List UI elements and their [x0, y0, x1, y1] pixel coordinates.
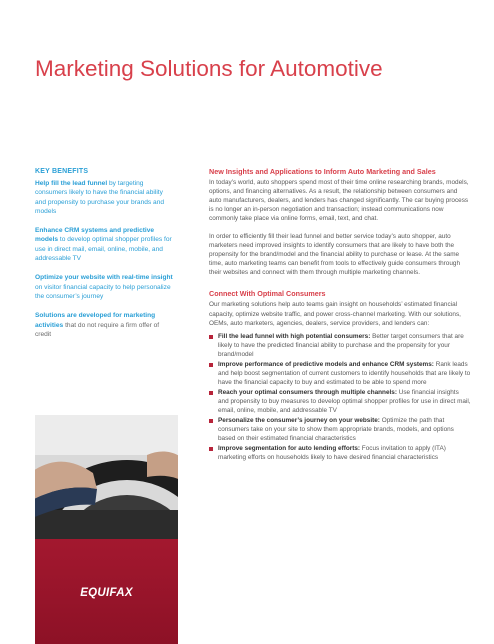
- paragraph: Our marketing solutions help auto teams gain insight on households’ estimated financial capacity, optimize website traffic, and power cross-channel marketing. With our solutions, OEMs, auto marketers, agencies, dealers, service providers, and lenders can:: [209, 301, 461, 327]
- bullet-bold: Improve segmentation for auto lending efforts:: [218, 445, 361, 453]
- bullet-text: Focus invitation to apply (ITA) marketing efforts on households likely to have desired financial characteristics: [218, 445, 446, 462]
- bullet-bold: Personalize the consumer’s journey on your website:: [218, 417, 380, 425]
- equifax-logo: EQUIFAX: [80, 587, 133, 599]
- bullet-bold: Reach your optimal consumers through multiple channels:: [218, 388, 397, 396]
- bullet-text: Use financial insights and propensity to buy measures to develop optimal shopper profiles for use in direct mail, email, online, mobile, and addressable TV: [218, 388, 471, 414]
- bullet-item: [209, 360, 471, 387]
- benefit-item: [35, 179, 175, 216]
- brand-footer: [35, 539, 178, 644]
- main-content: [209, 167, 471, 463]
- benefit-item: [35, 226, 175, 263]
- benefit-text: that do not require a firm offer of credit: [35, 321, 160, 338]
- benefit-text: to develop optimal shopper profiles for use in direct mail, email, online, mobile, and addressable TV: [35, 236, 172, 263]
- benefit-bullet-list: [209, 332, 471, 463]
- page-title: Marketing Solutions for Automotive: [35, 56, 383, 81]
- paragraph: In today’s world, auto shoppers spend most of their time online researching brands, models, options, and financing alternatives. As a result, the relationship between consumers and auto manufacturers, dealers, and lenders has changed significantly. The car buying process is no longer an in-person negotiation and transaction; instead communications now commonly take place via online forms, email, text, and chat.: [209, 179, 469, 223]
- square-bullet-icon: [209, 447, 213, 451]
- key-benefits-sidebar: [35, 167, 175, 349]
- bullet-text: Optimize the path that consumers take on your site to show them appropriate brands, models, and options based on their estimated financial characteristics: [218, 417, 454, 443]
- section-heading-insights: New Insights and Applications to Inform Auto Marketing and Sales: [209, 167, 436, 176]
- benefit-bold: Help fill the lead funnel: [35, 180, 108, 187]
- square-bullet-icon: [209, 363, 213, 367]
- square-bullet-icon: [209, 391, 213, 395]
- square-bullet-icon: [209, 419, 213, 423]
- benefit-item: [35, 311, 175, 339]
- steering-wheel-photo: [35, 415, 178, 539]
- bullet-bold: Improve performance of predictive models and enhance CRM systems:: [218, 360, 434, 368]
- bullet-text: Better target consumers that are likely to have the predicted financial ability to purchase and the propensity for your brand/model: [218, 332, 464, 358]
- key-benefits-heading: KEY BENEFITS: [35, 168, 89, 175]
- bullet-item: [209, 332, 471, 359]
- bullet-text: Rank leads and help boost segmentation of current customers to identify households that are likely to have the financial capacity to buy and estimated to be able to spend more: [218, 360, 471, 386]
- benefit-item: [35, 273, 175, 301]
- benefit-text: on visitor financial capacity to help personalize the consumer’s journey: [35, 283, 171, 300]
- bullet-bold: Fill the lead funnel with high potential consumers:: [218, 332, 371, 340]
- benefit-bold: Enhance CRM systems and predictive models: [35, 227, 155, 244]
- bullet-item: [209, 416, 471, 443]
- bullet-item: [209, 388, 471, 415]
- benefit-text: by targeting consumers likely to have the financial ability and propensity to purchase your brands and models: [35, 180, 165, 215]
- benefit-bold: Solutions are developed for marketing activities: [35, 312, 156, 329]
- square-bullet-icon: [209, 335, 213, 339]
- paragraph: In order to efficiently fill their lead funnel and better service today’s auto shopper, auto marketers need improved insights to identify consumers that are likely to have both the propensity for the brand/model and the financial ability to purchase or lease. At the same time, auto marketing teams can benefit from tools to effectively guide consumers through their websites and connect with them through multiple marketing channels.: [209, 233, 461, 277]
- section-heading-connect: Connect With Optimal Consumers: [209, 289, 326, 299]
- steering-wheel-illustration: [35, 415, 178, 539]
- bullet-item: [209, 444, 471, 462]
- benefit-bold: Optimize your website with real-time insight: [35, 274, 173, 282]
